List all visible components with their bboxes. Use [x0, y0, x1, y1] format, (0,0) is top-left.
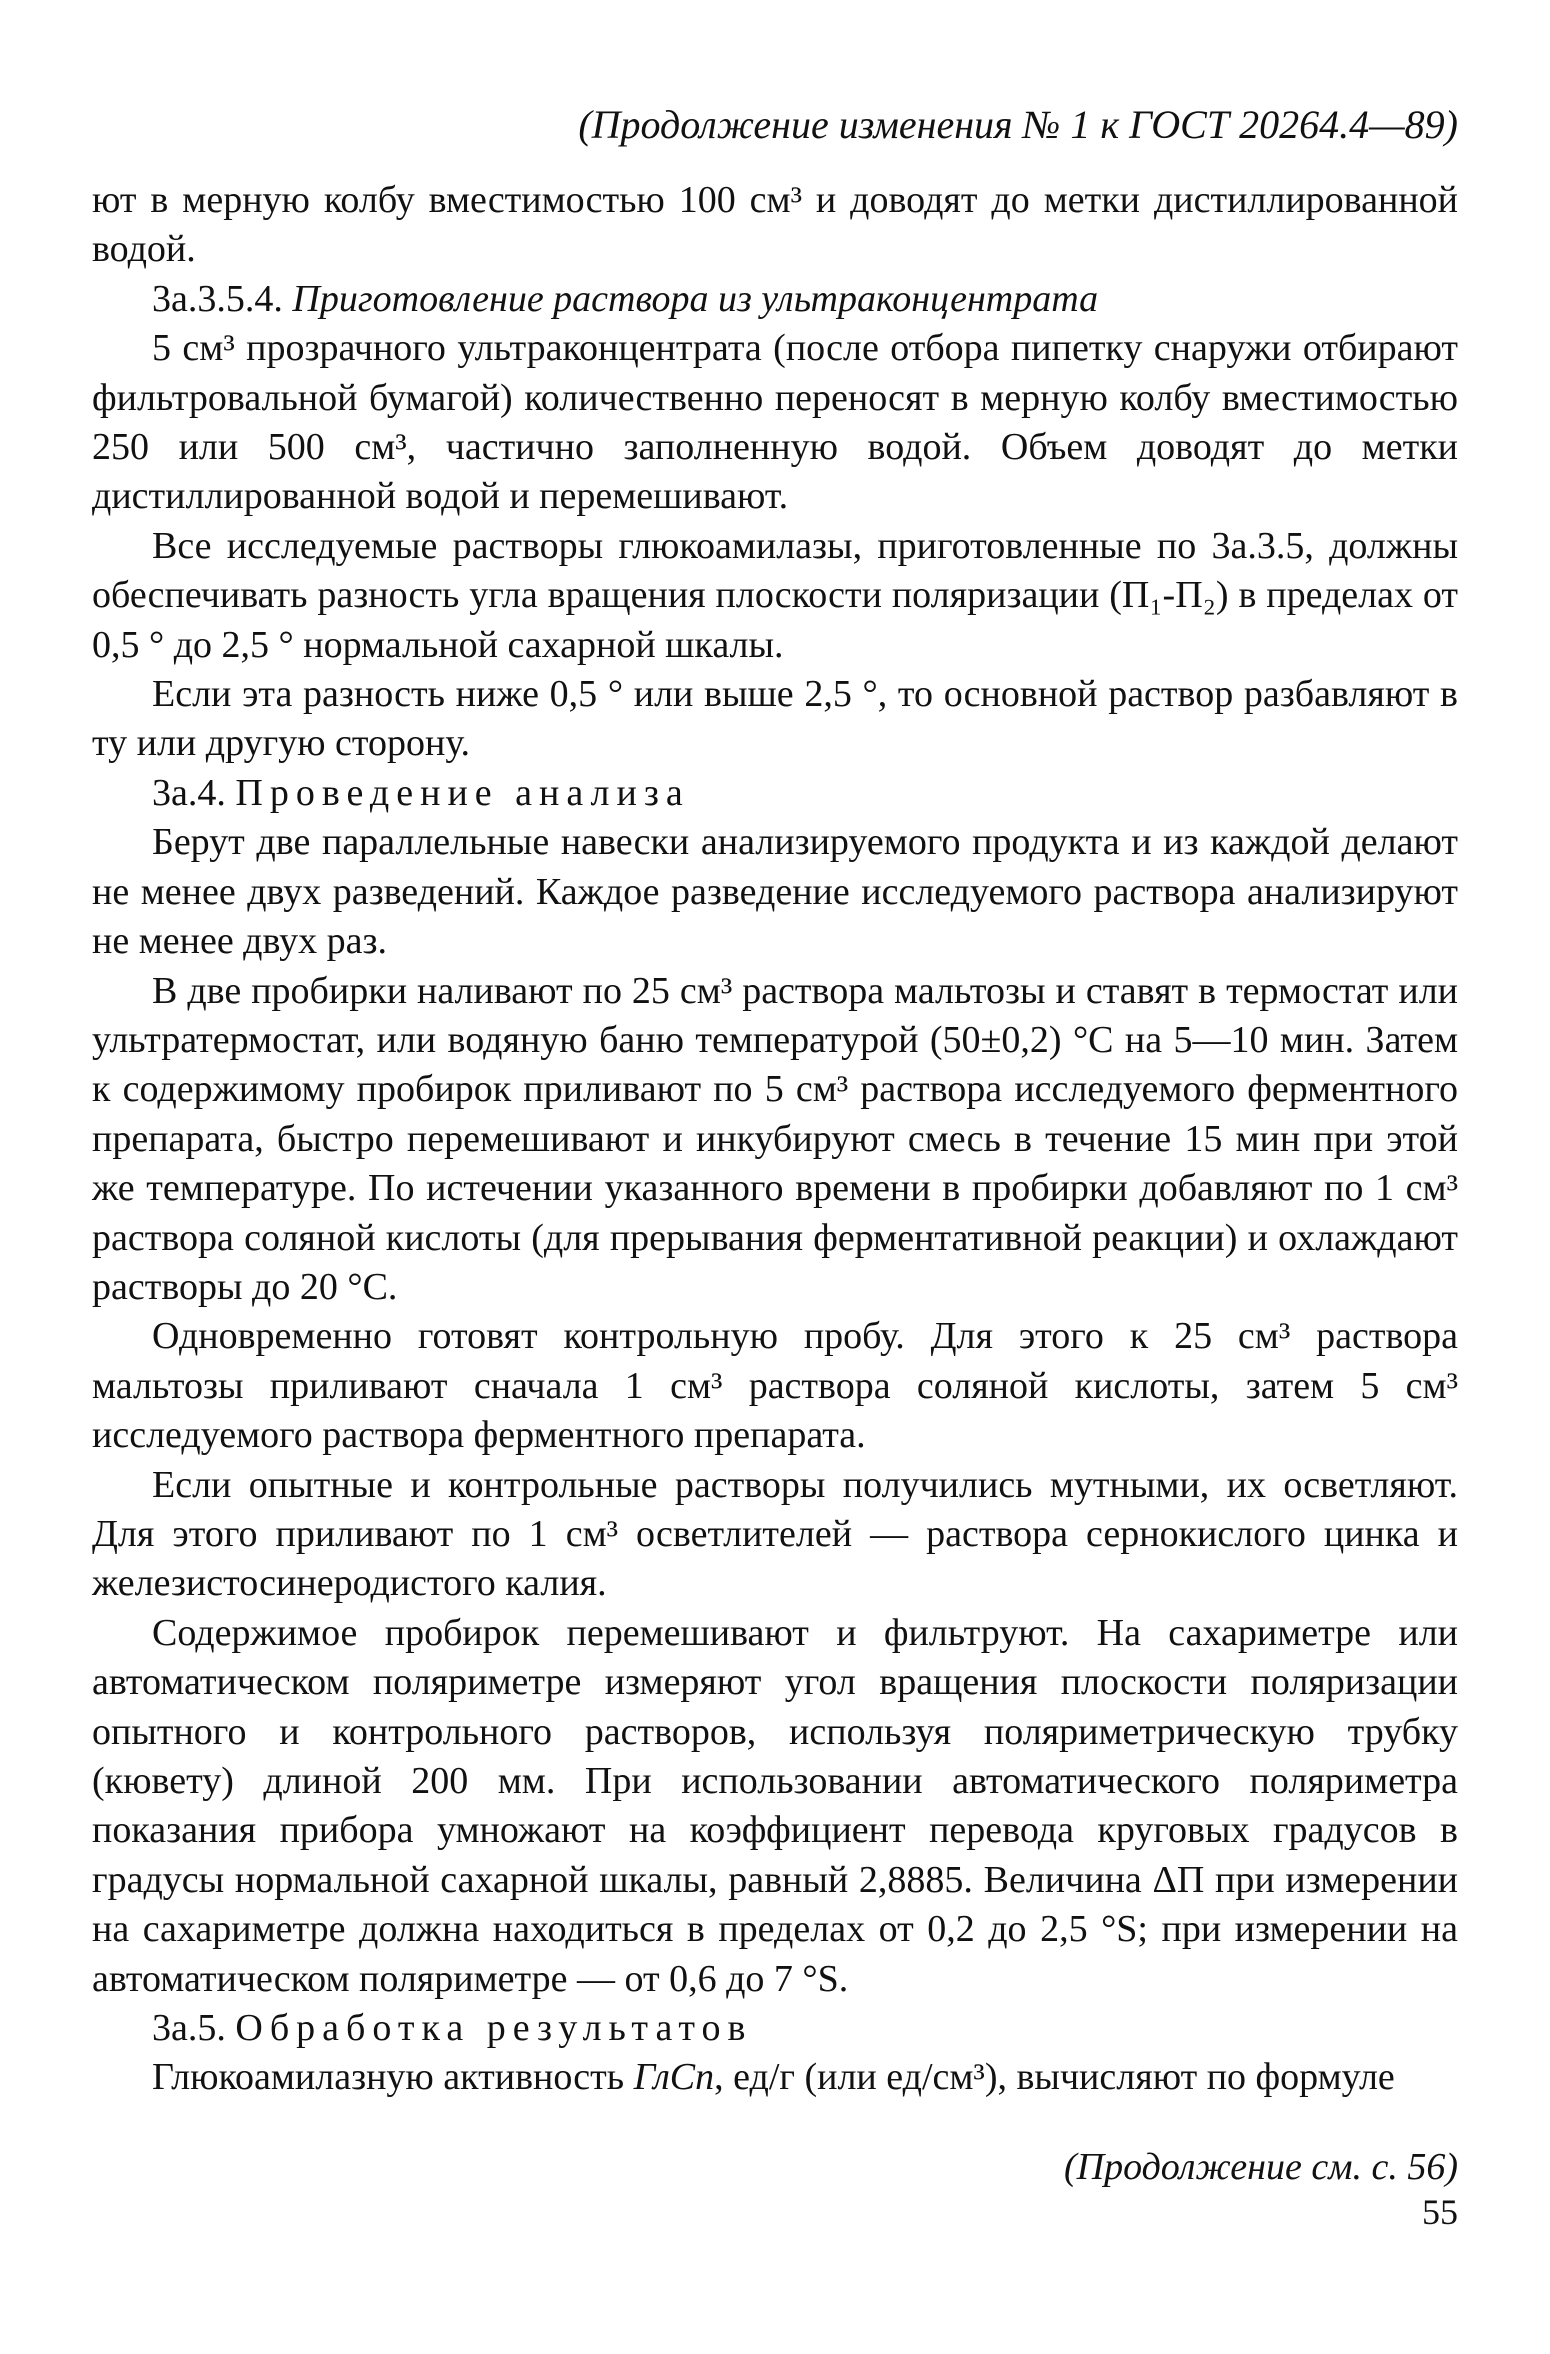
paragraph-clarification: Если опытные и контрольные растворы получились мутными, их осветляют. Для этого приливают по 1 см³ осветлителей — раствора сернокислого цинка и железистосинеродистого калия.	[92, 1463, 1458, 1605]
section-heading-3a-5	[92, 2004, 1458, 2053]
subsection-number: 3а.3.5.4.	[152, 277, 283, 320]
section-title: Проведение анализа	[235, 771, 690, 814]
document-body	[92, 176, 1458, 2103]
paragraph-continued: ют в мерную колбу вместимостью 100 см³ и доводят до метки дистиллированной водой.	[92, 179, 1458, 271]
text-after-symbol: , ед/г (или ед/см³), вычисляют по формуле	[714, 2056, 1395, 2099]
section-heading-3a-4	[92, 769, 1458, 818]
paragraph-measurement: Содержимое пробирок перемешивают и фильтруют. На сахариметре или автоматическом поляриметре измеряют угол вращения плоскости поляризации опытного и контрольного растворов, используя поляриметрическую трубку (кювету) длиной 200 мм. При использовании автоматического поляриметра показания прибора умножают на коэффициент перевода круговых градусов в градусы нормальной сахарной шкалы, равный 2,8885. Величина ΔП при измерении на сахариметре должна находиться в пределах от 0,2 до 2,5 °S; при измерении на автоматическом поляриметре — от 0,6 до 7 °S.	[92, 1611, 1458, 2000]
text-before-symbol: Глюкоамилазную активность	[152, 2056, 634, 2099]
paragraph-rotation-difference: Все исследуемые растворы глюкоамилазы, приготовленные по 3а.3.5, должны обеспечивать разность угла вращения плоскости поляризации (П₁-П₂) в пределах от 0,5 ° до 2,5 ° нормальной сахарной шкалы.	[92, 524, 1458, 666]
subsection-title: Приготовление раствора из ультраконцентрата	[292, 277, 1099, 320]
activity-symbol: ГлСп	[633, 2056, 715, 2099]
paragraph-activity-formula-intro	[92, 2053, 1458, 2102]
continuation-note: (Продолжение см. с. 56)	[1063, 2145, 1458, 2188]
paragraph-control-sample: Одновременно готовят контрольную пробу. Для этого к 25 см³ раствора мальтозы приливают сначала 1 см³ раствора соляной кислоты, затем 5 см³ исследуемого раствора ферментного препарата.	[92, 1315, 1458, 1457]
paragraph-dilution: Если эта разность ниже 0,5 ° или выше 2,5 °, то основной раствор разбавляют в ту или другую сторону.	[92, 673, 1458, 765]
section-number: 3а.5.	[152, 2007, 226, 2050]
section-number: 3а.4.	[152, 771, 226, 814]
subsection-heading-3a-3-5-4	[92, 275, 1458, 324]
document-page	[92, 100, 1458, 2192]
paragraph-samples: Берут две параллельные навески анализируемого продукта и из каждой делают не менее двух разведений. Каждое разведение исследуемого раствора анализируют не менее двух раз.	[92, 821, 1458, 963]
paragraph-ultraconcentrate: 5 см³ прозрачного ультраконцентрата (после отбора пипетку снаружи отбирают фильтровальной бумагой) количественно переносят в мерную колбу вместимостью 250 или 500 см³, частично заполненную водой. Объем доводят до метки дистиллированной водой и перемешивают.	[92, 327, 1458, 518]
page-number: 55	[1422, 2192, 1458, 2232]
page-header: (Продолжение изменения № 1 к ГОСТ 20264.4—89)	[578, 102, 1458, 147]
paragraph-procedure: В две пробирки наливают по 25 см³ раствора мальтозы и ставят в термостат или ультратермостат, или водяную баню температурой (50±0,2) °С на 5—10 мин. Затем к содержимому пробирок приливают по 5 см³ раствора исследуемого ферментного препарата, быстро перемешивают и инкубируют смесь в течение 15 мин при этой же температуре. По истечении указанного времени в пробирки добавляют по 1 см³ раствора соляной кислоты (для прерывания ферментативной реакции) и охлаждают растворы до 20 °С.	[92, 969, 1458, 1308]
section-title: Обработка результатов	[235, 2007, 753, 2050]
